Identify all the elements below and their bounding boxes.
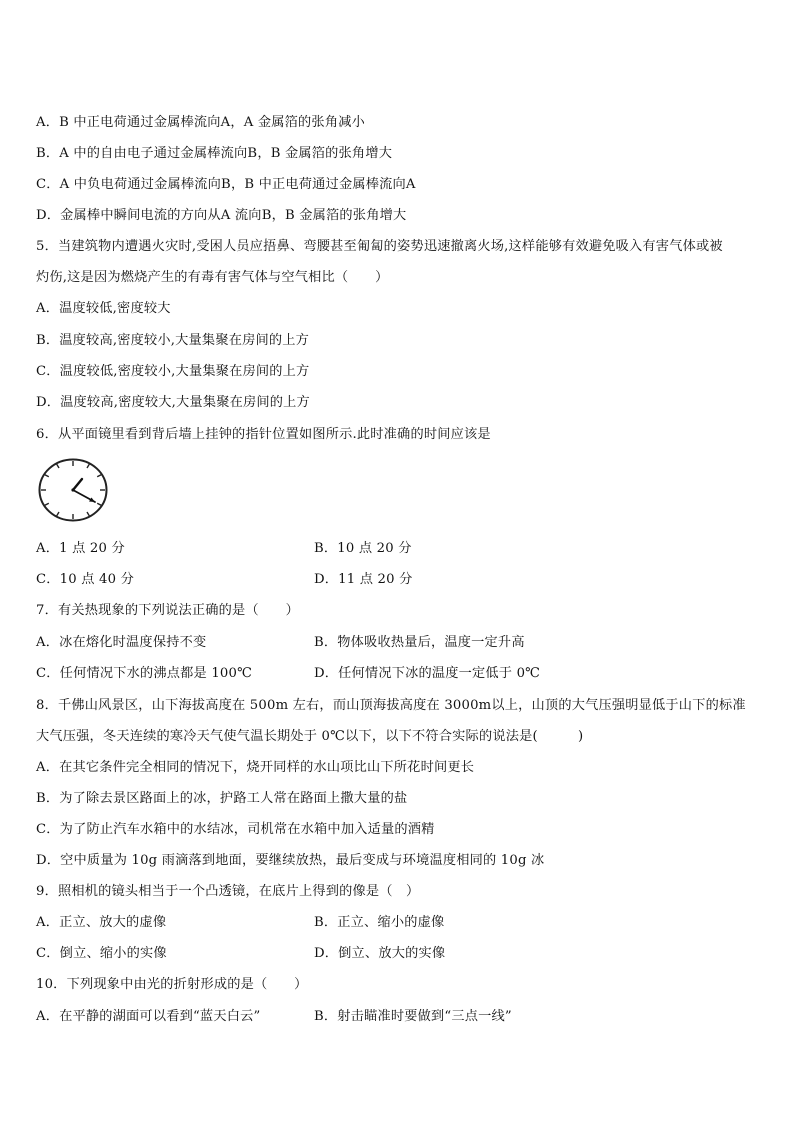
q10-option-b: B．射击瞄准时要做到“三点一线” <box>314 1009 512 1024</box>
clock-center <box>71 488 74 491</box>
q7-option-b: B．物体吸收热量后，温度一定升高 <box>314 635 525 650</box>
q7-option-c: C．任何情况下水的沸点都是 100℃ <box>36 666 253 681</box>
q4-option-a: A．B 中正电荷通过金属棒流向A，A 金属箔的张角减小 <box>36 115 365 130</box>
q8-option-d: D．空中质量为 10g 雨滴落到地面，要继续放热，最后变成与环境温度相同的 10g 冰 <box>36 853 545 868</box>
q10-option-a: A．在平静的湖面可以看到“蓝天白云” <box>36 1009 261 1024</box>
q7-option-d: D．任何情况下冰的温度一定低于 0℃ <box>314 666 541 681</box>
q9-option-b: B．正立、缩小的虚像 <box>314 915 445 930</box>
q8-option-a: A．在其它条件完全相同的情况下，烧开同样的水山项比山下所花时间更长 <box>36 760 475 775</box>
q6-stem: 6．从平面镜里看到背后墙上挂钟的指针位置如图所示.此时准确的时间应该是 <box>36 427 491 442</box>
q8-option-b: B．为了除去景区路面上的冰，护路工人常在路面上撒大量的盐 <box>36 791 408 806</box>
q9-option-d: D．倒立、放大的实像 <box>314 946 446 961</box>
q8-stem-line2: 大气压强，冬天连续的寒冷天气使气温长期处于 0℃以下，以下不符合实际的说法是( ) <box>36 729 584 744</box>
q4-option-c: C．A 中负电荷通过金属棒流向B，B 中正电荷通过金属棒流向A <box>36 177 416 192</box>
q9-option-a: A．正立、放大的虚像 <box>36 915 167 930</box>
q5-stem-line1: 5．当建筑物内遭遇火灾时,受困人员应捂鼻、弯腰甚至匍匐的姿势迅速撤离火场,这样能够有效避免吸入有害气体或被 <box>36 239 723 254</box>
q8-stem-line1: 8．千佛山风景区，山下海拔高度在 500m 左右，而山顶海拔高度在 3000m以上，山顶的大气压强明显低于山下的标准 <box>36 698 746 713</box>
q4-option-b: B．A 中的自由电子通过金属棒流向B，B 金属箔的张角增大 <box>36 146 393 161</box>
q5-option-a: A．温度较低,密度较大 <box>36 301 171 316</box>
q7-stem: 7．有关热现象的下列说法正确的是（ ） <box>36 603 299 618</box>
q9-option-c: C．倒立、缩小的实像 <box>36 946 167 961</box>
q7-option-a: A．冰在熔化时温度保持不变 <box>36 635 207 650</box>
q10-stem: 10．下列现象中由光的折射形成的是（ ） <box>36 977 308 992</box>
q5-option-b: B．温度较高,密度较小,大量集聚在房间的上方 <box>36 333 310 348</box>
q5-stem-line2: 灼伤,这是因为燃烧产生的有毒有害气体与空气相比（ ） <box>36 270 389 285</box>
q8-option-c: C．为了防止汽车水箱中的水结冰，司机常在水箱中加入适量的酒精 <box>36 822 435 837</box>
q5-option-d: D．温度较高,密度较大,大量集聚在房间的上方 <box>36 395 310 410</box>
q6-option-d: D．11 点 20 分 <box>314 572 413 587</box>
q6-option-c: C．10 点 40 分 <box>36 572 134 587</box>
q6-option-b: B．10 点 20 分 <box>314 541 412 556</box>
q6-option-a: A．1 点 20 分 <box>36 541 125 556</box>
q9-stem: 9．照相机的镜头相当于一个凸透镜，在底片上得到的像是（ ） <box>36 884 420 899</box>
q5-option-c: C．温度较低,密度较小,大量集聚在房间的上方 <box>36 364 310 379</box>
q4-option-d: D．金属棒中瞬间电流的方向从A 流向B，B 金属箔的张角增大 <box>36 208 407 223</box>
mirror-clock-figure <box>37 458 109 522</box>
